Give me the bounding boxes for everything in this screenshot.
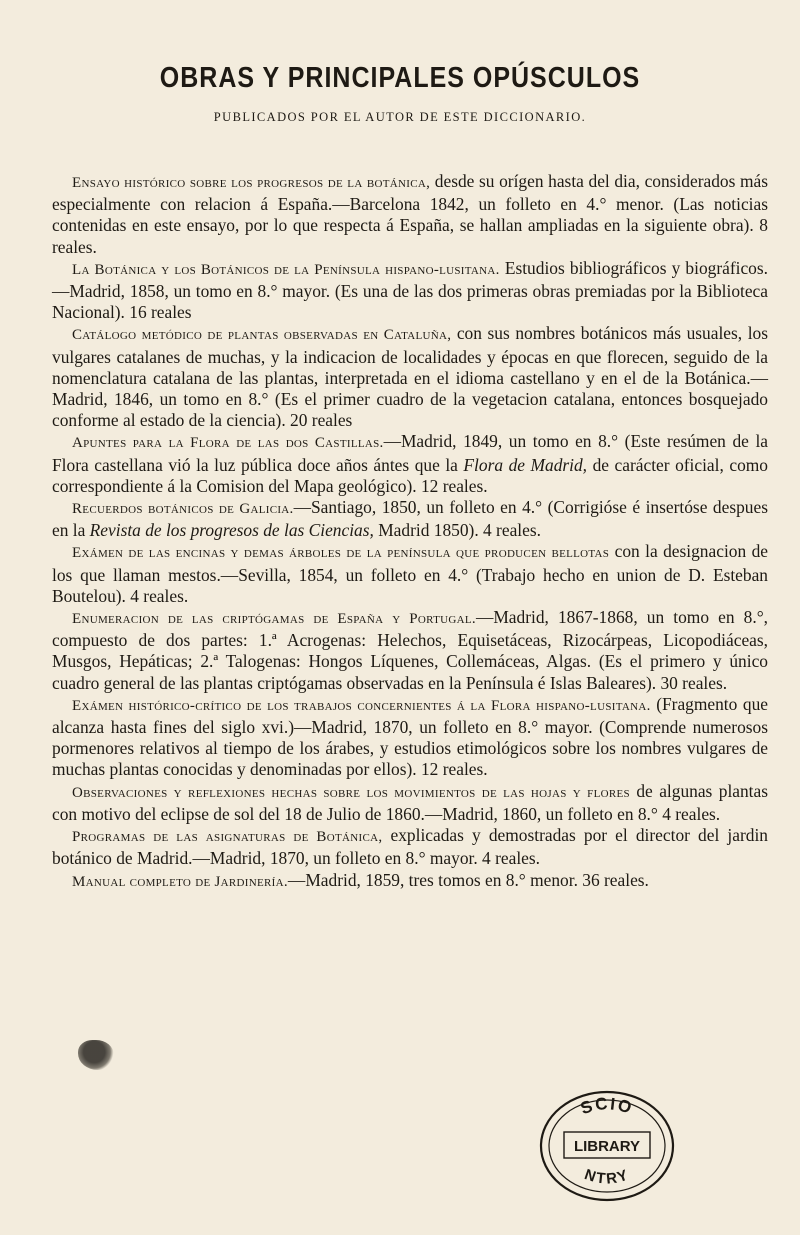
entry-title: Exámen de las encinas y demas árboles de la península que producen bellotas xyxy=(72,545,610,562)
entry-title: Observaciones y reflexiones hechas sobre los movimientos de las hojas y flores xyxy=(72,784,630,801)
list-item xyxy=(52,541,768,607)
library-stamp xyxy=(532,1086,682,1204)
list-item xyxy=(52,825,768,869)
entry-text: explicadas y demostradas por el director del jardin botánico de Madrid.—Madrid, 1870, un folleto en 8.° mayor. 4 reales. xyxy=(52,825,768,869)
list-item xyxy=(52,171,768,258)
entry-text: desde su orígen hasta del dia, considerados más especialmente con relacion á España.—Barcelona 1842, un folleto en 4.° menor. (Las noticias contenidas en este ensayo, por lo que respecta á España, se hallan ampliadas en la siguiente obra). 8 reales. xyxy=(52,171,768,257)
list-item xyxy=(52,870,768,893)
list-item xyxy=(52,258,768,324)
entry-title: Enumeracion de las criptógamas de España y Portugal. xyxy=(72,611,476,628)
entry-title: Recuerdos botánicos de Galicia. xyxy=(72,501,294,518)
entry-title: Programas de las asignaturas de Botánica, xyxy=(72,829,383,846)
entry-title: Manual completo de Jardinería. xyxy=(72,873,288,890)
entry-text-continued: de carácter oficial, como correspondiente á la Comision del Mapa geológico). 12 reales. xyxy=(52,454,769,496)
entry-text: (Fragmento que alcanza hasta fines del siglo xvi.)—Madrid, 1870, un folleto en 8.° mayor. (Comprende numerosos pormenores relativos al tiempo de los árabes, y estudios etimológicos sobre los nombres vulgares de muchas plantas conocidas y denominadas por ellos). 12 reales. xyxy=(52,693,769,780)
entry-text: —Madrid, 1849, un tomo en 8.° (Este resúmen de la Flora castellana vió la luz pública doce años ántes que la xyxy=(52,431,768,475)
entry-italic-title: Revista de los progresos de las Ciencias, xyxy=(89,520,374,541)
list-item xyxy=(52,431,768,497)
entry-text: —Santiago, 1850, un folleto en 4.° (Corrigióse é insertóse despues en la xyxy=(52,497,768,541)
entry-title: Ensayo histórico sobre los progresos de la botánica, xyxy=(72,175,431,191)
entry-text: de algunas plantas con motivo del eclipse de sol del 18 de Julio de 1860.—Madrid, 1860, un folleto en 8.° 4 reales. xyxy=(52,780,769,824)
entry-text: con la designacion de los que llaman mestos.—Sevilla, 1854, un folleto en 4.° (Trabajo hecho en union de D. Esteban Boutelou). 4 reales. xyxy=(52,541,768,606)
entry-title: Catálogo metódico de plantas observadas en Cataluña, xyxy=(72,327,452,344)
svg-text:NTRY xyxy=(582,1166,632,1188)
list-item xyxy=(52,781,768,825)
stamp-top-text: SCIO xyxy=(578,1094,636,1119)
page-subtitle: PUBLICADOS POR EL AUTOR DE ESTE DICCIONARIO. xyxy=(213,110,587,124)
entry-text: Estudios bibliográficos y biográficos.—Madrid, 1858, un tomo en 8.° mayor. (Es una de las dos primeras obras premiadas por la Biblioteca Nacional). 16 reales xyxy=(52,257,768,323)
entry-title: Apuntes para la Flora de las dos Castillas. xyxy=(72,435,384,452)
list-item xyxy=(52,497,768,541)
entry-title: Exámen histórico-crítico de los trabajos concernientes á la Flora hispano-lusitana. xyxy=(72,697,651,714)
list-item xyxy=(52,607,768,694)
entry-text: con sus nombres botánicos más usuales, los vulgares catalanes de muchas, y la indicacion de localidades y épocas en que florecen, seguido de la nomenclatura catalana de las plantas, interpretada en el idioma castellano y en el de la Botánica.—Madrid, 1846, un tomo en 8.° (Es el primer cuadro de la vegetacion catalana, entonces bosquejado conforme al estado de la ciencia). 20 reales xyxy=(52,323,769,431)
stamp-bottom-text: NTRY xyxy=(582,1166,632,1188)
ink-blot xyxy=(78,1040,114,1070)
list-item xyxy=(52,694,768,781)
entry-text: —Madrid, 1859, tres tomos en 8.° menor. 36 reales. xyxy=(287,869,649,890)
entry-text: —Madrid, 1867-1868, un tomo en 8.°, compuesto de dos partes: 1.ª Acrogenas: Helechos, Equisetáceas, Rizocárpeas, Licopodiáceas, Musgos, Hepáticas; 2.ª Talogenas: Hongos Líquenes, Collemáceas, Algas. (Es el primero y único cuadro general de las plantas criptógamas observadas en la Península é Islas Baleares). 30 reales. xyxy=(52,607,768,693)
stamp-center-text: LIBRARY xyxy=(573,1138,641,1155)
entry-title: La Botánica y los Botánicos de la Península hispano-lusitana. xyxy=(72,261,500,278)
entry-italic-title: Flora de Madrid, xyxy=(463,454,588,475)
list-item xyxy=(52,323,768,431)
page-title: OBRAS Y PRINCIPALES OPÚSCULOS xyxy=(159,61,641,95)
svg-text:SCIO xyxy=(578,1094,636,1118)
entry-text-continued: Madrid 1850). 4 reales. xyxy=(373,520,541,541)
publication-list xyxy=(52,171,768,893)
